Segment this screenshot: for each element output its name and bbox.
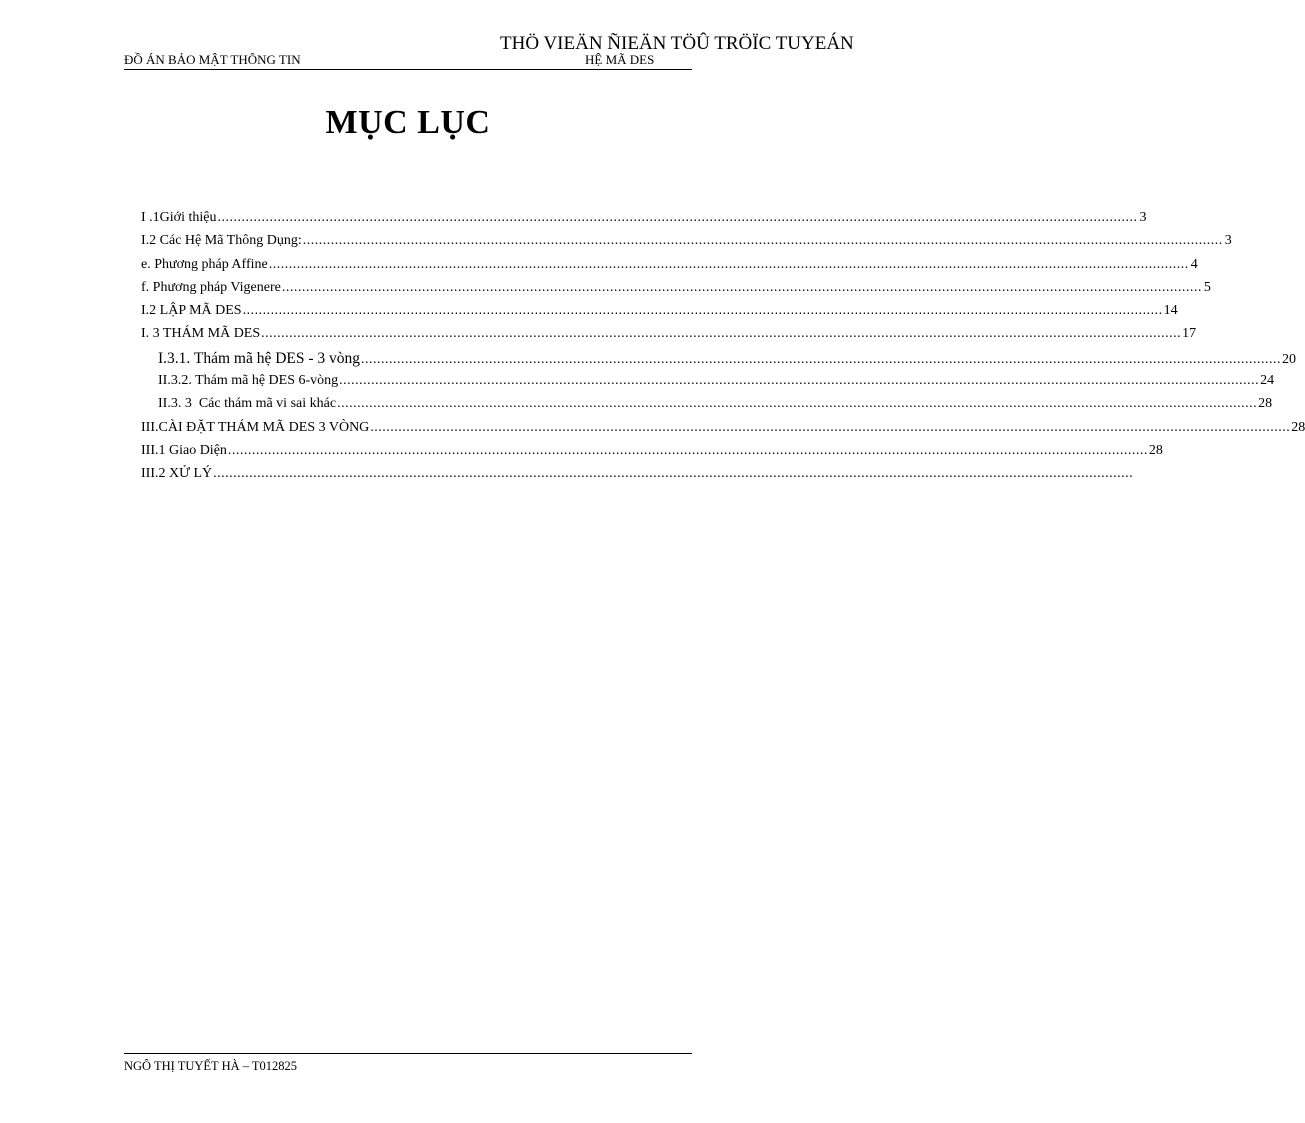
toc-entry-title: e. Phương pháp Affine xyxy=(141,256,268,272)
toc-entry-page: 4 xyxy=(1190,256,1198,272)
toc-entry-title: Giới thiệu xyxy=(159,210,217,225)
toc-entry-page: 28 xyxy=(1291,419,1305,435)
table-of-contents xyxy=(141,210,1305,490)
toc-leader xyxy=(228,443,1148,459)
toc-entry-title: III.2 XỬ LÝ xyxy=(141,466,213,482)
toc-leader xyxy=(217,210,1137,226)
toc-leader xyxy=(337,396,1257,412)
toc-entry-page: 5 xyxy=(1203,279,1211,295)
toc-entry-page: 24 xyxy=(1260,373,1275,389)
toc-entry-title: III.1 Giao Diện xyxy=(141,442,227,458)
toc-entry[interactable] xyxy=(141,256,1198,280)
toc-entry-title: I.2 LẬP MÃ DES xyxy=(141,303,242,319)
toc-entry[interactable] xyxy=(141,419,1305,443)
toc-entry-page: 28 xyxy=(1258,396,1273,412)
footer-divider xyxy=(124,1053,692,1054)
toc-entry-title: II.3.2. Thám mã hệ DES 6-vòng xyxy=(158,373,339,389)
toc-entry[interactable] xyxy=(141,442,1163,466)
toc-entry-title: f. Phương pháp Vigenere xyxy=(141,279,281,295)
toc-entry-page: 3 xyxy=(1224,233,1232,249)
toc-entry[interactable] xyxy=(141,210,1147,233)
toc-entry-page: 28 xyxy=(1148,442,1163,458)
toc-leader xyxy=(243,303,1163,319)
toc-entry-number: I .1 xyxy=(141,210,160,225)
toc-entry[interactable] xyxy=(141,303,1178,326)
toc-entry-title: I.2 Các Hệ Mã Thông Dụng: xyxy=(141,233,302,249)
toc-leader xyxy=(282,280,1202,296)
toc-entry[interactable] xyxy=(141,326,1197,349)
toc-leader xyxy=(339,373,1259,389)
toc-entry[interactable] xyxy=(141,396,1273,419)
toc-entry[interactable] xyxy=(141,373,1275,396)
toc-leader xyxy=(261,326,1181,342)
toc-leader xyxy=(370,420,1290,436)
toc-entry-title: I.3.1. Thám mã hệ DES - 3 vòng xyxy=(158,349,361,367)
toc-entry[interactable] xyxy=(141,279,1211,303)
toc-entry-page: 17 xyxy=(1182,326,1197,342)
toc-leader xyxy=(303,233,1223,249)
toc-entry[interactable] xyxy=(141,233,1232,256)
toc-entry-page: 3 xyxy=(1139,210,1147,225)
page-title: MỤC LỤC xyxy=(325,104,491,141)
toc-leader xyxy=(269,257,1189,273)
header-course-title: ĐỒ ÁN BẢO MẬT THÔNG TIN xyxy=(124,52,301,67)
toc-entry-title: II.3. 3 Các thám mã vi sai khác xyxy=(158,396,337,412)
toc-entry-title: I. 3 THÁM MÃ DES xyxy=(141,326,261,342)
toc-entry[interactable] xyxy=(141,466,691,489)
header-topic: HỆ MÃ DES xyxy=(585,52,655,67)
toc-leader xyxy=(361,352,1281,368)
toc-leader xyxy=(213,466,1133,482)
toc-entry-page: 20 xyxy=(1282,351,1297,367)
toc-entry-number: III. xyxy=(141,419,159,435)
header-divider xyxy=(124,69,692,70)
toc-entry-page: 14 xyxy=(1163,303,1178,319)
watermark-text: THÖ VIEÄN ÑIEÄN TÖÛ TRÖÏC TUYEÁN xyxy=(500,33,854,54)
footer-author: NGÔ THỊ TUYẾT HÀ – T012825 xyxy=(124,1059,298,1073)
toc-entry-title: CÀI ĐẶT THÁM MÃ DES 3 VÒNG xyxy=(158,419,370,435)
toc-entry[interactable] xyxy=(141,349,1297,373)
